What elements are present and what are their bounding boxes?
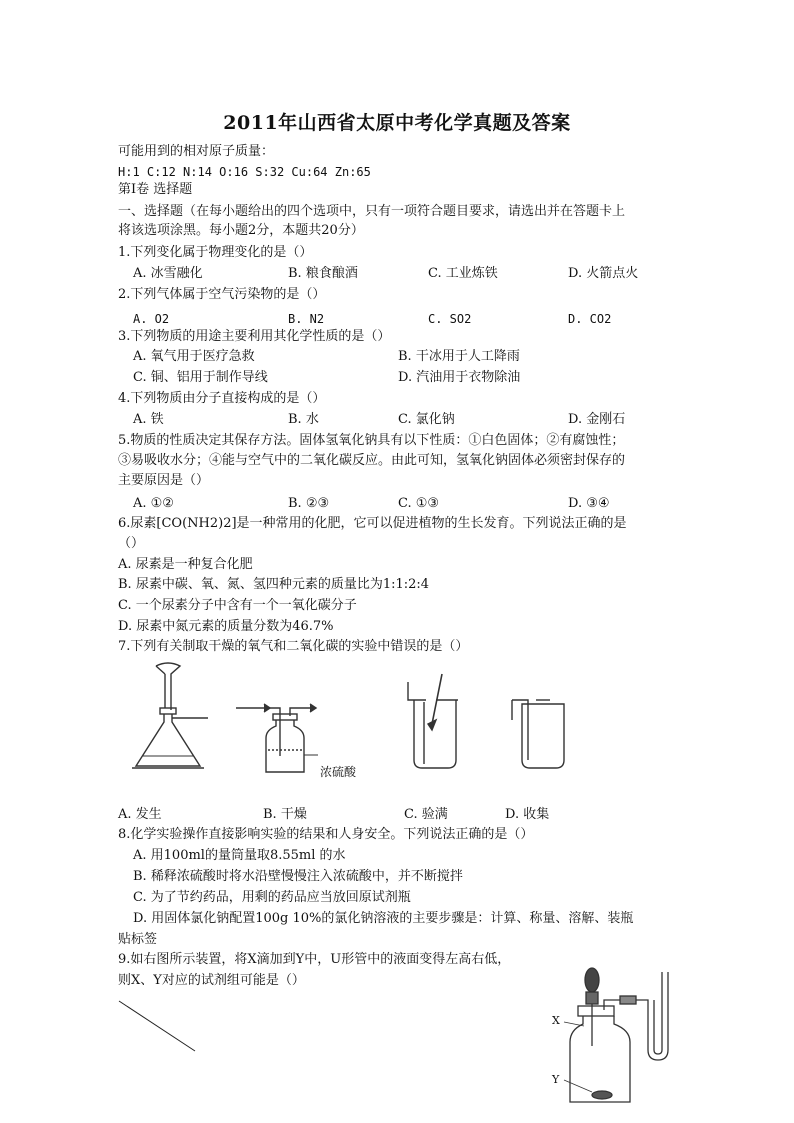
question-2-option-c: C. SO2 [428,312,472,326]
question-2-option-b: B. N2 [288,312,325,326]
collection-bottle-icon [512,700,564,768]
question-1-stem: 1.下列变化属于物理变化的是（） [118,245,313,260]
question-7-option-c: C. 验满 [404,807,448,822]
gas-test-bottle-icon [408,674,458,768]
volume-label: 第Ⅰ卷 选择题 [118,182,193,197]
question-8-option-d-cont: 贴标签 [118,932,158,947]
question-8-option-c: C. 为了节约药品，用剩的药品应当放回原试剂瓶 [133,890,411,905]
question-5-option-d: D. ③④ [568,496,610,511]
question-4-stem: 4.下列物质由分子直接构成的是（） [118,391,326,406]
question-7-option-b: B. 干燥 [263,807,307,822]
question-1-option-b: B. 粮食酿酒 [288,266,358,281]
question-4-option-a: A. 铁 [133,412,164,427]
question-3-stem: 3.下列物质的用途主要利用其化学性质的是（） [118,329,391,344]
question-4-option-b: B. 水 [288,412,319,427]
question-2-option-d: D. CO2 [568,312,612,326]
question-8-option-b: B. 稀释浓硫酸时将水沿壁慢慢注入浓硫酸中，并不断搅拌 [133,869,463,884]
section-intro: 一、选择题（在每小题给出的四个选项中，只有一项符合题目要求，请选出并在答题卡上 [118,204,626,219]
question-1-option-a: A. 冰雪融化 [133,266,203,281]
question-7-option-d: D. 收集 [505,807,550,822]
question-4-option-d: D. 金刚石 [568,412,626,427]
question-9-diagonal-line [115,995,205,1055]
question-7-option-a: A. 发生 [118,807,162,822]
question-1-option-d: D. 火箭点火 [568,266,639,281]
question-3-option-c: C. 铜、铝用于制作导线 [133,370,268,385]
question-5-option-b: B. ②③ [288,496,330,511]
page-title: 2011年山西省太原中考化学真题及答案 [223,112,571,134]
dropper-bulb-icon [585,968,599,992]
question-5-option-a: A. ①② [133,496,174,511]
question-6-option-c: C. 一个尿素分子中含有一个一氧化碳分子 [118,598,357,613]
question-3-option-d: D. 汽油用于衣物除油 [398,370,521,385]
question-8-option-d: D. 用固体氯化钠配置100g 10%的氯化钠溶液的主要步骤是：计算、称量、溶解、装瓶 [133,911,634,926]
question-6-stem: 6.尿素[CO(NH2)2]是一种常用的化肥，它可以促进植物的生长发育。下列说法正确的是 [118,516,627,531]
question-2-stem: 2.下列气体属于空气污染物的是（） [118,287,326,302]
question-5-stem-cont: ③易吸收水分；④能与空气中的二氧化碳反应。由此可知，氢氧化钠固体必须密封保存的 [118,453,626,468]
question-1-option-c: C. 工业炼铁 [428,266,498,281]
question-9-stem: 9.如右图所示装置，将X滴加到Y中，U形管中的液面变得左高右低， [118,952,511,967]
question-9-stem-cont: 则X、Y对应的试剂组可能是（） [118,973,305,988]
question-6-option-a: A. 尿素是一种复合化肥 [118,557,253,572]
atomic-mass-label: 可能用到的相对原子质量： [118,144,275,159]
reagent-y-icon [592,1091,612,1099]
question-4-option-c: C. 氯化钠 [398,412,455,427]
question-3-option-a: A. 氧气用于医疗急救 [133,349,255,364]
question-7-figure-label: 浓硫酸 [320,765,357,779]
question-7-apparatus-figure [118,660,598,780]
generator-apparatus-icon [132,663,208,768]
drying-bottle-icon [236,704,318,772]
question-8-stem: 8.化学实验操作直接影响实验的结果和人身安全。下列说法正确的是（） [118,827,534,842]
question-5-option-c: C. ①③ [398,496,440,511]
question-3-option-b: B. 干冰用于人工降雨 [398,349,520,364]
label-x: X [552,1014,560,1027]
question-6-option-d: D. 尿素中氮元素的质量分数为46.7% [118,619,334,634]
label-y: Y [552,1073,560,1086]
question-9-u-tube-apparatus [550,962,690,1112]
question-5-stem-end: 主要原因是（） [118,473,210,488]
question-7-stem: 7.下列有关制取干燥的氧气和二氧化碳的实验中错误的是（） [118,639,469,654]
question-5-stem: 5.物质的性质决定其保存方法。固体氢氧化钠具有以下性质：①白色固体；②有腐蚀性； [118,433,625,448]
question-2-option-a: A. O2 [133,312,170,326]
question-6-stem-cont: （） [118,536,145,551]
question-8-option-a: A. 用100ml的量筒量取8.55ml 的水 [133,848,346,863]
section-intro-cont: 将该选项涂黑。每小题2分，本题共20分） [118,223,364,238]
question-6-option-b: B. 尿素中碳、氧、氮、氢四种元素的质量比为1:1:2:4 [118,577,430,592]
atomic-masses: H:1 C:12 N:14 O:16 S:32 Cu:64 Zn:65 [118,165,371,179]
